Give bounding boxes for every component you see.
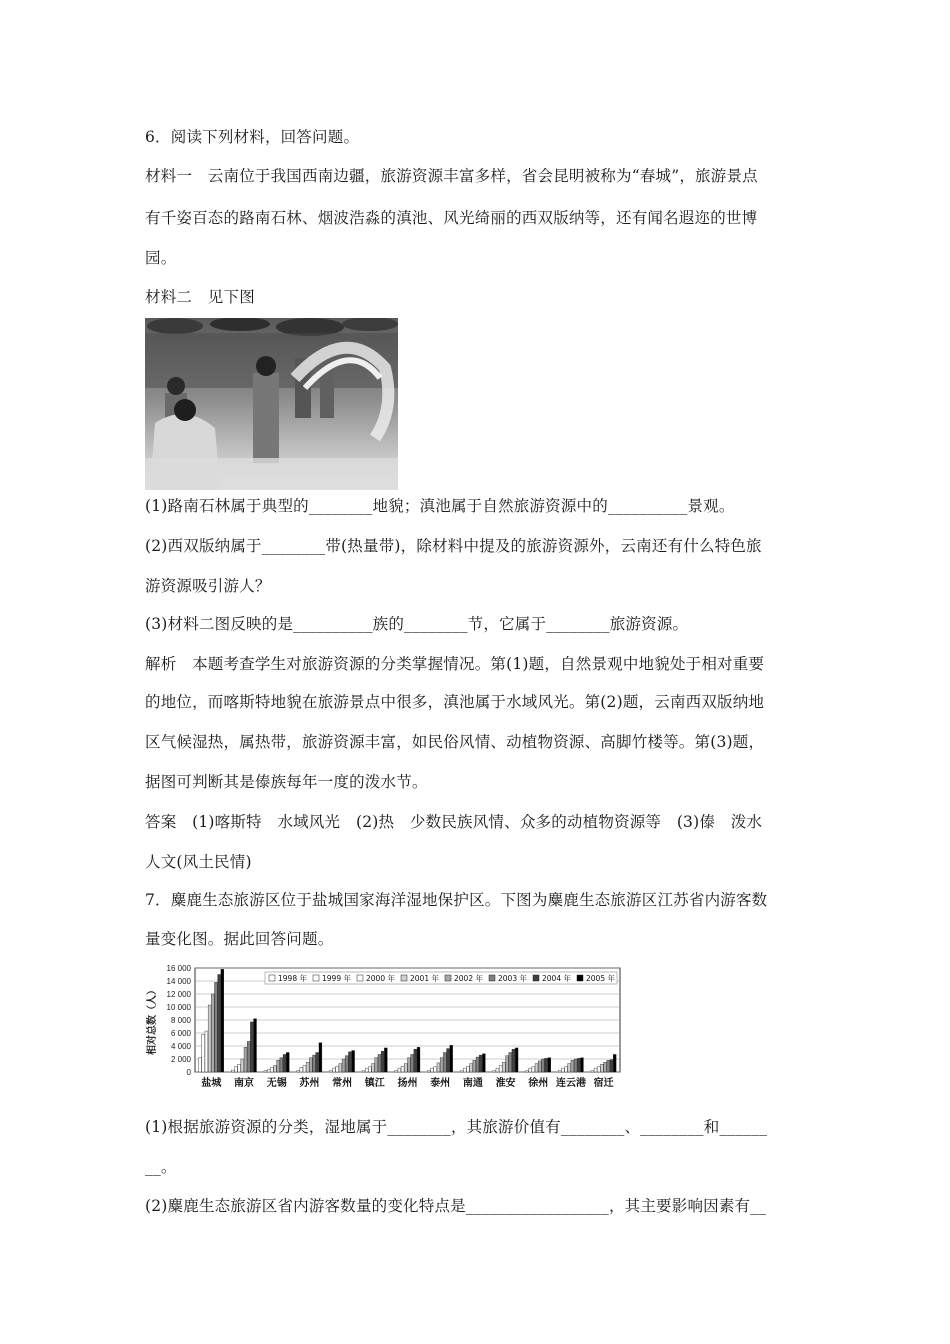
bar — [254, 1019, 257, 1072]
y-tick-label: 10 000 — [166, 1003, 191, 1012]
bar — [581, 1058, 584, 1072]
bar — [372, 1064, 375, 1072]
bar — [535, 1064, 538, 1072]
bar — [532, 1067, 535, 1072]
bar — [267, 1069, 270, 1072]
bar — [529, 1068, 532, 1072]
q6-material1-line2: 有千姿百态的路南石林、烟波浩淼的滇池、风光绮丽的西双版纳等，还有闻名遐迩的世博 — [145, 209, 758, 227]
y-tick-label: 12 000 — [166, 990, 191, 999]
bar — [408, 1058, 411, 1072]
legend-label: 1999 年 — [322, 974, 351, 983]
bar — [506, 1056, 509, 1072]
x-tick-label: 南京 — [234, 1078, 255, 1089]
bar — [283, 1054, 286, 1072]
bar — [264, 1071, 267, 1072]
y-tick-label: 16 000 — [166, 964, 191, 973]
q6-answer-line2: 人文(风土民情) — [145, 853, 252, 871]
bar — [215, 982, 218, 1072]
bar — [482, 1054, 485, 1072]
bar — [342, 1059, 345, 1072]
bar — [476, 1057, 479, 1072]
bar — [460, 1071, 463, 1072]
bar — [208, 1005, 211, 1072]
bar — [309, 1058, 312, 1072]
bar — [375, 1058, 378, 1072]
legend-swatch — [401, 975, 407, 981]
legend-swatch — [489, 975, 495, 981]
bar — [515, 1048, 518, 1072]
x-tick-label: 淮安 — [495, 1078, 516, 1089]
x-tick-label: 镇江 — [364, 1078, 385, 1089]
bar — [365, 1068, 368, 1072]
bar — [333, 1068, 336, 1072]
bar — [467, 1066, 470, 1072]
bar — [362, 1071, 365, 1072]
tourist-count-chart — [145, 958, 625, 1098]
q6-material1-line1: 材料一 云南位于我国西南边疆，旅游资源丰富多样，省会昆明被称为“春城”，旅游景点 — [145, 167, 758, 185]
bar — [591, 1071, 594, 1072]
y-tick-label: 4 000 — [170, 1042, 191, 1051]
x-tick-label: 常州 — [332, 1078, 353, 1089]
q6-material2-label: 材料二 见下图 — [145, 288, 255, 306]
x-tick-label: 苏州 — [299, 1078, 320, 1089]
bar — [479, 1055, 482, 1072]
bar — [604, 1062, 607, 1072]
bar — [502, 1062, 505, 1072]
bar — [541, 1059, 544, 1072]
bar — [345, 1056, 348, 1072]
bar — [463, 1068, 466, 1072]
q7-subquestion-1-line1: (1)根据旅游资源的分类，湿地属于________，其旅游价值有________、________和______ — [145, 1118, 768, 1136]
y-tick-label: 14 000 — [166, 977, 191, 986]
bar — [437, 1063, 440, 1072]
bar — [411, 1054, 414, 1072]
legend-label: 2000 年 — [366, 974, 395, 983]
bar — [306, 1062, 309, 1072]
legend-label: 1998 年 — [278, 974, 307, 983]
bar — [378, 1054, 381, 1072]
x-tick-label: 徐州 — [528, 1078, 549, 1089]
bar — [231, 1070, 234, 1072]
bar — [577, 1058, 580, 1072]
bar — [470, 1064, 473, 1072]
legend-label: 2002 年 — [454, 974, 483, 983]
bar — [313, 1055, 316, 1072]
q6-answer-line1: 答案 (1)喀斯特 水域风光 (2)热 少数民族风情、众多的动植物资源等 (3)傣 泼水 — [145, 813, 763, 831]
bar — [339, 1064, 342, 1072]
legend-swatch — [357, 975, 363, 981]
q6-analysis-line3: 区气候湿热，属热带，旅游资源丰富，如民俗风情、动植物资源、高脚竹楼等。第(3)题， — [145, 733, 765, 751]
bar — [613, 1054, 616, 1072]
bar — [384, 1048, 387, 1072]
q6-subquestion-1: (1)路南石林属于典型的________地貌；滇池属于自然旅游资源中的__________景观。 — [145, 497, 735, 515]
bar — [561, 1068, 564, 1072]
bar — [381, 1051, 384, 1072]
q6-subquestion-2-line2: 游资源吸引游人？ — [145, 577, 271, 595]
bar — [368, 1067, 371, 1072]
bar — [558, 1071, 561, 1072]
bar — [404, 1064, 407, 1072]
q6-analysis-line1: 解析 本题考查学生对旅游资源的分类掌握情况。第(1)题，自然景观中地貌处于相对重要 — [145, 655, 765, 673]
bar — [277, 1060, 280, 1072]
bar — [218, 975, 221, 1073]
bar — [447, 1049, 450, 1072]
q6-subquestion-3: (3)材料二图反映的是__________族的________节，它属于________旅游资源。 — [145, 615, 689, 633]
bar — [300, 1067, 303, 1072]
legend-swatch — [533, 975, 539, 981]
bar — [434, 1067, 437, 1072]
bar — [526, 1071, 529, 1072]
bar — [450, 1045, 453, 1072]
bar — [336, 1066, 339, 1072]
bar — [329, 1071, 332, 1072]
bar — [571, 1060, 574, 1072]
bar — [352, 1051, 355, 1072]
bar — [348, 1052, 351, 1072]
x-tick-label: 南通 — [462, 1078, 483, 1089]
x-tick-label: 盐城 — [201, 1078, 222, 1089]
q6-title: 6．阅读下列材料，回答问题。 — [145, 128, 360, 146]
q7-subquestion-2: (2)麋鹿生态旅游区省内游客数量的变化特点是__________________，其主要影响因素有__ — [145, 1197, 767, 1215]
y-axis-label: 相对总数（人） — [147, 985, 158, 1055]
bar — [509, 1053, 512, 1073]
legend-swatch — [313, 975, 319, 981]
bar — [199, 1058, 202, 1072]
bar — [499, 1066, 502, 1073]
bar — [512, 1049, 515, 1072]
bar — [244, 1047, 247, 1072]
bar — [610, 1060, 613, 1072]
bar — [316, 1053, 319, 1073]
bar — [443, 1053, 446, 1073]
bar — [270, 1067, 273, 1072]
q7-title-line2: 量变化图。据此回答问题。 — [145, 930, 334, 948]
q7-subquestion-1-line2: __。 — [145, 1158, 177, 1176]
legend-swatch — [445, 975, 451, 981]
bar — [565, 1067, 568, 1072]
legend-swatch — [577, 975, 583, 981]
bar — [548, 1058, 551, 1072]
legend-label: 2003 年 — [498, 974, 527, 983]
bar — [600, 1064, 603, 1072]
y-tick-label: 8 000 — [170, 1016, 191, 1025]
q6-analysis-line2: 的地位，而喀斯特地貌在旅游景点中很多，滇池属于水域风光。第(2)题，云南西双版纳地 — [145, 693, 765, 711]
x-tick-label: 泰州 — [430, 1078, 451, 1089]
bar — [398, 1068, 401, 1072]
bar — [427, 1071, 430, 1072]
bar — [417, 1047, 420, 1072]
q6-subquestion-2-line1: (2)西双版纳属于________带(热量带)，除材料中提及的旅游资源外，云南还有什么特色旅 — [145, 537, 762, 555]
bar — [234, 1067, 237, 1072]
bar — [211, 994, 214, 1072]
bar — [594, 1068, 597, 1072]
legend-label: 2004 年 — [542, 974, 571, 983]
y-tick-label: 0 — [186, 1068, 191, 1077]
q6-material1-line3: 园。 — [145, 249, 177, 267]
bar — [574, 1059, 577, 1072]
legend-swatch — [269, 975, 275, 981]
bar — [319, 1043, 322, 1072]
bar — [250, 1022, 253, 1072]
y-tick-label: 6 000 — [170, 1029, 191, 1038]
bar — [607, 1060, 610, 1072]
bar — [297, 1071, 300, 1072]
x-tick-label: 扬州 — [397, 1078, 418, 1089]
bar — [202, 1034, 205, 1072]
bar — [597, 1067, 600, 1072]
q7-title-line1: 7．麋鹿生态旅游区位于盐城国家海洋湿地保护区。下图为麋鹿生态旅游区江苏省内游客数 — [145, 891, 768, 909]
bar — [274, 1066, 277, 1073]
bar — [401, 1066, 404, 1072]
bar — [247, 1041, 250, 1072]
bar — [568, 1064, 571, 1072]
bar — [431, 1068, 434, 1072]
x-tick-label: 无锡 — [266, 1078, 287, 1089]
q6-analysis-line4: 据图可判断其是傣族每年一度的泼水节。 — [145, 773, 428, 791]
bar — [303, 1066, 306, 1073]
bar — [440, 1058, 443, 1072]
bar — [545, 1058, 548, 1072]
water-splashing-festival-photo — [145, 318, 398, 490]
bar — [414, 1049, 417, 1072]
y-tick-label: 2 000 — [170, 1055, 191, 1064]
x-tick-label: 连云港 — [555, 1078, 586, 1089]
bar — [286, 1053, 289, 1073]
bar — [205, 1031, 208, 1072]
bar — [221, 969, 224, 1072]
bar — [538, 1061, 541, 1072]
bar — [493, 1071, 496, 1072]
bar — [473, 1060, 476, 1072]
bar — [280, 1058, 283, 1072]
bar — [238, 1064, 241, 1072]
x-tick-label: 宿迁 — [593, 1078, 614, 1089]
bar — [241, 1059, 244, 1072]
legend-label: 2005 年 — [586, 974, 615, 983]
legend-label: 2001 年 — [410, 974, 439, 983]
bar — [496, 1068, 499, 1072]
bar — [395, 1071, 398, 1072]
